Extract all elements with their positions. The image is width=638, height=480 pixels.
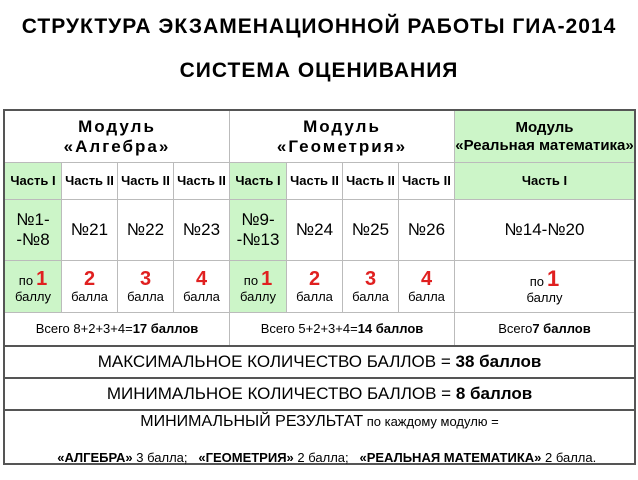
part-cell: Часть II bbox=[62, 163, 118, 200]
score-value: 2 bbox=[308, 268, 321, 291]
score-cell bbox=[343, 261, 399, 313]
module-name: «Алгебра» bbox=[63, 136, 171, 156]
total-algebra bbox=[5, 313, 230, 345]
score-unit: баллу bbox=[239, 289, 277, 305]
max-score-row bbox=[3, 347, 636, 379]
module-real-header bbox=[455, 111, 634, 163]
score-cell bbox=[62, 261, 118, 313]
min-score-label: МИНИМАЛЬНОЕ КОЛИЧЕСТВО БАЛЛОВ = bbox=[106, 384, 456, 403]
part-cell: Часть II bbox=[399, 163, 455, 200]
score-prefix: по bbox=[529, 273, 545, 289]
task-number: №21 bbox=[62, 200, 118, 261]
task-number: №25 bbox=[343, 200, 399, 261]
score-unit: баллу bbox=[14, 289, 52, 305]
total-value: 7 баллов bbox=[532, 320, 591, 336]
total-prefix: Всего bbox=[498, 320, 533, 336]
min-result-label: МИНИМАЛЬНЫЙ РЕЗУЛЬТАТ bbox=[140, 413, 364, 430]
page-subtitle: СИСТЕМА ОЦЕНИВАНИЯ bbox=[179, 59, 459, 82]
min-result-suffix: по каждому модулю = bbox=[363, 414, 499, 429]
part-cell: Часть II bbox=[174, 163, 230, 200]
score-value: 3 bbox=[364, 268, 377, 291]
total-real bbox=[455, 313, 634, 345]
score-cell bbox=[455, 261, 634, 313]
total-prefix: Всего 5+2+3+4= bbox=[260, 320, 358, 336]
total-geometry bbox=[230, 313, 455, 345]
total-prefix: Всего 8+2+3+4= bbox=[35, 320, 133, 336]
module-label: Модуль bbox=[78, 116, 156, 136]
score-unit: балла bbox=[127, 289, 164, 305]
score-cell bbox=[287, 261, 343, 313]
part-cell: Часть I bbox=[5, 163, 62, 200]
part-cell: Часть I bbox=[455, 163, 634, 200]
score-prefix: по bbox=[243, 273, 259, 289]
part-cell: Часть II bbox=[118, 163, 174, 200]
module-label: Модуль bbox=[515, 119, 574, 137]
score-value: 1 bbox=[261, 268, 273, 291]
score-value: 2 bbox=[83, 268, 96, 291]
score-cell bbox=[174, 261, 230, 313]
score-cell bbox=[5, 261, 62, 313]
min-geometry-name: «ГЕОМЕТРИЯ» bbox=[198, 450, 294, 465]
part-cell: Часть II bbox=[343, 163, 399, 200]
task-range: №9- -№13 bbox=[230, 200, 287, 261]
score-value: 4 bbox=[420, 268, 433, 291]
min-score-row bbox=[3, 379, 636, 411]
score-cell bbox=[118, 261, 174, 313]
module-name: «Геометрия» bbox=[276, 136, 408, 156]
score-unit: балла bbox=[296, 289, 333, 305]
task-number: №23 bbox=[174, 200, 230, 261]
min-geometry-value: 2 балла; bbox=[293, 450, 360, 465]
total-value: 17 баллов bbox=[132, 320, 199, 336]
structure-table bbox=[3, 109, 636, 347]
score-unit: балла bbox=[71, 289, 108, 305]
min-score-value: 8 баллов bbox=[455, 384, 533, 403]
task-range: №14-№20 bbox=[455, 200, 634, 261]
max-score-label: МАКСИМАЛЬНОЕ КОЛИЧЕСТВО БАЛЛОВ = bbox=[97, 352, 456, 371]
score-cell bbox=[230, 261, 287, 313]
module-name: «Реальная математика» bbox=[455, 136, 634, 154]
score-unit: баллу bbox=[526, 290, 563, 306]
score-value: 3 bbox=[139, 268, 152, 291]
score-value: 1 bbox=[36, 268, 48, 291]
task-number: №24 bbox=[287, 200, 343, 261]
score-prefix: по bbox=[18, 273, 34, 289]
part-cell: Часть I bbox=[230, 163, 287, 200]
page-title: СТРУКТУРА ЭКЗАМЕНАЦИОННОЙ РАБОТЫ ГИА-2014 bbox=[21, 15, 617, 38]
score-unit: балла bbox=[183, 289, 220, 305]
min-result-row bbox=[3, 411, 636, 465]
min-real-value: 2 балла. bbox=[541, 450, 597, 465]
score-value: 4 bbox=[195, 268, 208, 291]
min-algebra-value: 3 балла; bbox=[132, 450, 199, 465]
total-value: 14 баллов bbox=[357, 320, 424, 336]
min-real-name: «РЕАЛЬНАЯ МАТЕМАТИКА» bbox=[359, 450, 542, 465]
score-value: 1 bbox=[547, 265, 560, 291]
min-algebra-name: «АЛГЕБРА» bbox=[57, 450, 133, 465]
score-unit: балла bbox=[408, 289, 445, 305]
task-number: №26 bbox=[399, 200, 455, 261]
task-number: №22 bbox=[118, 200, 174, 261]
part-cell: Часть II bbox=[287, 163, 343, 200]
module-label: Модуль bbox=[303, 116, 381, 136]
score-unit: балла bbox=[352, 289, 389, 305]
task-range: №1- -№8 bbox=[5, 200, 62, 261]
max-score-value: 38 баллов bbox=[455, 352, 542, 371]
module-geometry-header bbox=[230, 111, 455, 163]
module-algebra-header bbox=[5, 111, 230, 163]
score-cell bbox=[399, 261, 455, 313]
